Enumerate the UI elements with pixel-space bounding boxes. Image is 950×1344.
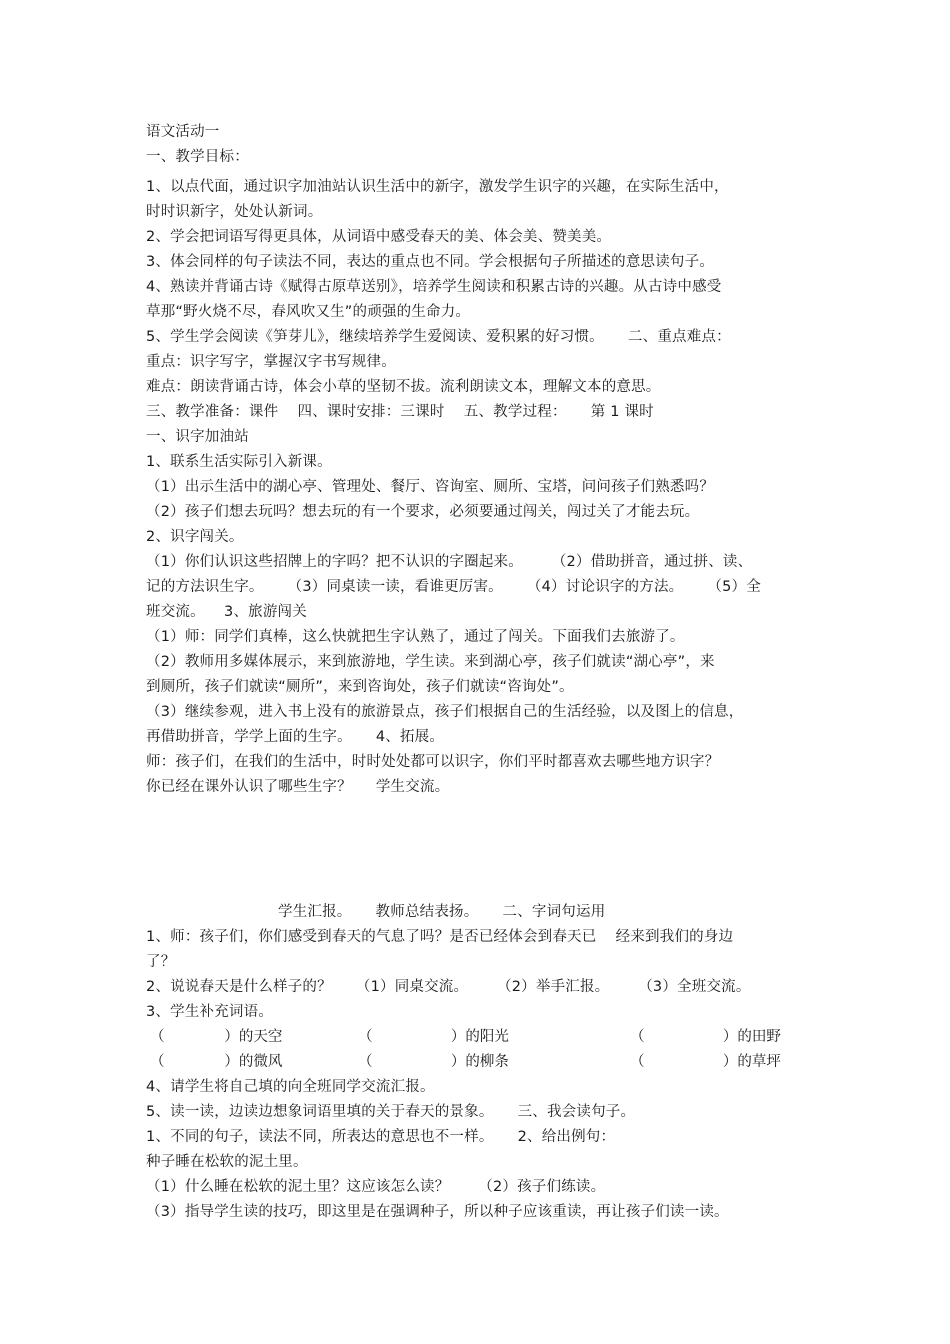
fill-blank-cell: （ ）的微风 (150, 1054, 283, 1070)
text-line: 2、说说春天是什么样子的？ （1）同桌交流。 （2）举手汇报。 （3）全班交流。 (146, 979, 751, 995)
text-line: 4、请学生将自己填的向全班同学交流汇报。 (146, 1079, 435, 1095)
text-line: 难点：朗读背诵古诗，体会小草的坚韧不拔。流利朗读文本，理解文本的意思。 (146, 379, 661, 395)
text-line: 4、熟读并背诵古诗《赋得古原草送别》，培养学生阅读和积累古诗的兴趣。从古诗中感受 (146, 279, 722, 295)
text-line: 1、不同的句子，读法不同，所表达的意思也不一样。 2、给出例句： (146, 1129, 616, 1145)
text-line: （2）孩子们想去玩吗？想去玩的有一个要求，必须要通过闯关，闯过关了才能去玩。 (146, 504, 700, 520)
text-line: 草那“野火烧不尽，春风吹又生”的顽强的生命力。 (146, 304, 471, 320)
text-line: 你已经在课外认识了哪些生字？ 学生交流。 (146, 779, 450, 795)
fill-blank-cell: （ ）的阳光 (358, 1029, 509, 1045)
text-line: （1）师：同学们真棒，这么快就把生字认熟了，通过了闯关。下面我们去旅游了。 (146, 629, 685, 645)
text-line: 2、学会把词语写得更具体，从词语中感受春天的美、体会美、赞美美。 (146, 229, 612, 245)
text-line: 时时识新字，处处认新词。 (146, 204, 323, 220)
text-line: 1、以点代面，通过识字加油站认识生活中的新字，激发学生识字的兴趣，在实际生活中， (146, 179, 729, 195)
section-heading: 学生汇报。 教师总结表扬。 二、字词句运用 (278, 904, 606, 920)
fill-blank-cell: （ ）的田野 (630, 1029, 781, 1045)
text-line: 3、学生补充词语。 (146, 1004, 274, 1020)
fill-blank-cell: （ ）的柳条 (358, 1054, 509, 1070)
doc-title: 语文活动一 (146, 124, 220, 140)
text-line: 3、体会同样的句子读法不同，表达的重点也不同。学会根据句子所描述的意思读句子。 (146, 254, 715, 270)
text-line: 种子睡在松软的泥土里。 (146, 1154, 308, 1170)
text-line: 1、师：孩子们，你们感受到春天的气息了吗？是否已经体会到春天已 经来到我们的身边 (146, 929, 734, 945)
text-line: 5、学生学会阅读《笋芽儿》，继续培养学生爱阅读、爱积累的好习惯。 二、重点难点： (146, 329, 731, 345)
text-line: 一、识字加油站 (146, 429, 249, 445)
text-line: 到厕所，孩子们就读“厕所”，来到咨询处，孩子们就读“咨询处”。 (146, 679, 574, 695)
text-line: （1）你们认识这些招牌上的字吗？把不认识的字圈起来。 （2）借助拼音，通过拼、读、 (146, 554, 753, 570)
text-line: 班交流。 3、旅游闯关 (146, 604, 307, 620)
text-line: （1）出示生活中的湖心亭、管理处、餐厅、咨询室、厕所、宝塔，问问孩子们熟悉吗？ (146, 479, 715, 495)
text-line: 再借助拼音，学学上面的生字。 4、拓展。 (146, 729, 445, 745)
text-line: 2、识字闯关。 (146, 529, 244, 545)
text-line: 重点：识字写字，掌握汉字书写规律。 (146, 354, 396, 370)
text-line: 5、读一读，边读边想象词语里填的关于春天的景象。 三、我会读句子。 (146, 1104, 636, 1120)
text-line: 一、教学目标： (146, 149, 249, 165)
text-line: 了？ (146, 954, 176, 970)
fill-blank-cell: （ ）的天空 (150, 1029, 283, 1045)
fill-blank-cell: （ ）的草坪 (630, 1054, 781, 1070)
text-line: （1）什么睡在松软的泥土里？这应该怎么读？ （2）孩子们练读。 (146, 1179, 606, 1195)
text-line: 师：孩子们，在我们的生活中，时时处处都可以识字，你们平时都喜欢去哪些地方识字？ (146, 754, 720, 770)
text-line: （3）指导学生读的技巧，即这里是在强调种子，所以种子应该重读，再让孩子们读一读。 (146, 1204, 729, 1220)
text-line: 记的方法识生字。 （3）同桌读一读，看谁更厉害。 （4）讨论识字的方法。 （5）全 (146, 579, 761, 595)
text-line: （2）教师用多媒体展示，来到旅游地，学生读。来到湖心亭，孩子们就读“湖心亭”，来 (146, 654, 715, 670)
text-line: （3）继续参观，进入书上没有的旅游景点，孩子们根据自己的生活经验，以及图上的信息， (146, 704, 744, 720)
text-line: 三、教学准备：课件 四、课时安排：三课时 五、教学过程： 第 1 课时 (146, 404, 654, 420)
text-line: 1、联系生活实际引入新课。 (146, 454, 332, 470)
